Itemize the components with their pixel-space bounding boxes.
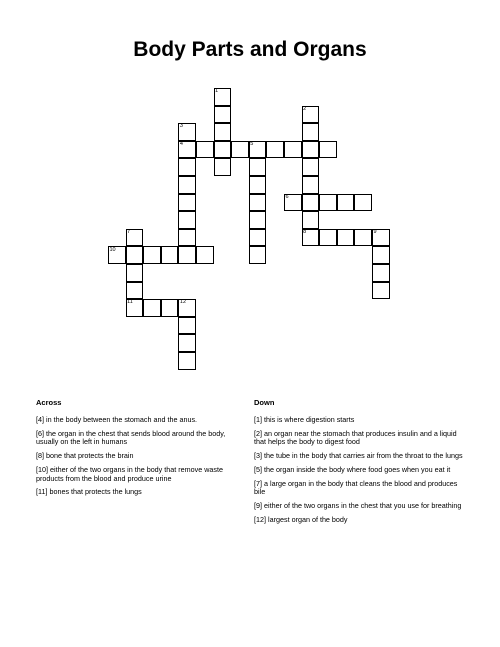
down-clue bbox=[254, 480, 464, 497]
down-clue bbox=[254, 430, 464, 447]
grid-cell[interactable] bbox=[178, 158, 196, 176]
grid-cell[interactable] bbox=[284, 141, 302, 159]
clue-number: [11] bbox=[36, 487, 50, 497]
grid-cell[interactable] bbox=[196, 141, 214, 159]
grid-cell[interactable] bbox=[302, 141, 320, 159]
down-clue bbox=[254, 502, 464, 511]
grid-cell[interactable] bbox=[214, 106, 232, 124]
clue-text: bone that protects the brain bbox=[46, 451, 134, 461]
grid-number: 2 bbox=[303, 105, 307, 112]
grid-cell[interactable] bbox=[337, 194, 355, 212]
grid-number: 9 bbox=[373, 229, 377, 235]
grid-number: 10 bbox=[109, 246, 116, 253]
clue-number: [12] bbox=[254, 514, 268, 524]
grid-number: 12 bbox=[179, 299, 187, 306]
grid-cell[interactable] bbox=[354, 229, 372, 247]
clue-text: either of the two organs in the chest that you use for breathing bbox=[264, 501, 462, 511]
grid-cell[interactable] bbox=[143, 246, 161, 264]
down-clue bbox=[254, 416, 464, 425]
grid-cell[interactable] bbox=[372, 246, 390, 264]
grid-cell[interactable] bbox=[178, 176, 196, 194]
grid-cell[interactable] bbox=[302, 123, 320, 141]
grid-cell[interactable] bbox=[178, 352, 196, 370]
grid-cell[interactable] bbox=[319, 229, 337, 247]
grid-cell[interactable] bbox=[354, 194, 372, 212]
down-clue bbox=[254, 452, 464, 461]
grid-number: 7 bbox=[127, 229, 131, 235]
clue-number: [2] bbox=[254, 428, 264, 438]
down-heading: Down bbox=[254, 398, 275, 407]
grid-cell[interactable] bbox=[302, 176, 320, 194]
clue-number: [9] bbox=[254, 501, 264, 511]
grid-cell[interactable] bbox=[196, 246, 214, 264]
clue-text: the organ in the chest that sends blood around the body, usually on the left in humans bbox=[36, 428, 226, 447]
grid-cell[interactable] bbox=[302, 158, 320, 176]
grid-cell[interactable] bbox=[214, 158, 232, 176]
clue-text: either of the two organs in the body that remove waste products from the blood and produce urine bbox=[36, 464, 223, 483]
clue-number: [5] bbox=[254, 464, 264, 474]
grid-number: 4 bbox=[179, 141, 183, 147]
down-clue bbox=[254, 466, 464, 475]
grid-cell[interactable] bbox=[143, 299, 161, 317]
grid-cell[interactable] bbox=[372, 264, 390, 282]
grid-cell[interactable] bbox=[161, 246, 179, 264]
grid-cell[interactable] bbox=[161, 299, 179, 317]
grid-cell[interactable] bbox=[214, 123, 232, 141]
grid-cell[interactable] bbox=[126, 246, 144, 264]
clue-number: [6] bbox=[36, 428, 46, 438]
clue-text: the tube in the body that carries air from the throat to the lungs bbox=[264, 451, 463, 461]
clue-number: [8] bbox=[36, 451, 46, 461]
grid-cell[interactable] bbox=[126, 282, 144, 300]
grid-cell[interactable] bbox=[178, 229, 196, 247]
clue-text: in the body between the stomach and the anus. bbox=[46, 415, 198, 424]
grid-cell[interactable] bbox=[214, 141, 232, 159]
grid-cell[interactable] bbox=[178, 211, 196, 229]
clue-text: a large organ in the body that cleans the blood and produces bile bbox=[254, 478, 458, 497]
grid-number: 11 bbox=[127, 299, 133, 306]
grid-number: 1 bbox=[215, 88, 219, 95]
clue-text: an organ near the stomach that produces insulin and a liquid that helps the body to digest food bbox=[254, 428, 457, 447]
clue-number: [1] bbox=[254, 415, 264, 424]
grid-cell[interactable] bbox=[319, 141, 337, 159]
across-clue-list bbox=[36, 416, 236, 502]
grid-cell[interactable] bbox=[372, 282, 390, 300]
down-clue bbox=[254, 516, 464, 525]
across-clue bbox=[36, 416, 236, 425]
grid-cell[interactable] bbox=[249, 194, 267, 212]
clue-text: largest organ of the body bbox=[268, 514, 348, 524]
grid-cell[interactable] bbox=[302, 194, 320, 212]
clue-text: the organ inside the body where food goes when you eat it bbox=[264, 464, 451, 474]
clue-text: bones that protects the lungs bbox=[49, 487, 142, 497]
grid-number: 8 bbox=[303, 229, 307, 235]
clue-text: this is where digestion starts bbox=[264, 415, 355, 424]
grid-cell[interactable] bbox=[178, 317, 196, 335]
grid-number: 6 bbox=[285, 193, 289, 200]
grid-cell[interactable] bbox=[178, 246, 196, 264]
grid-cell[interactable] bbox=[319, 194, 337, 212]
down-clue-list bbox=[254, 416, 464, 530]
clue-number: [10] bbox=[36, 464, 50, 474]
clue-number: [4] bbox=[36, 415, 46, 424]
grid-number: 5 bbox=[250, 141, 254, 147]
page-title: Body Parts and Organs bbox=[133, 38, 367, 61]
across-clue bbox=[36, 452, 236, 461]
grid-cell[interactable] bbox=[178, 194, 196, 212]
grid-cell[interactable] bbox=[178, 334, 196, 352]
grid-cell[interactable] bbox=[337, 229, 355, 247]
across-heading: Across bbox=[36, 398, 62, 407]
grid-cell[interactable] bbox=[249, 211, 267, 229]
grid-cell[interactable] bbox=[249, 176, 267, 194]
clue-number: [7] bbox=[254, 478, 264, 488]
grid-cell[interactable] bbox=[231, 141, 249, 159]
grid-cell[interactable] bbox=[249, 158, 267, 176]
grid-cell[interactable] bbox=[249, 246, 267, 264]
grid-cell[interactable] bbox=[302, 211, 320, 229]
across-clue bbox=[36, 466, 236, 483]
grid-cell[interactable] bbox=[126, 264, 144, 282]
across-clue bbox=[36, 488, 236, 497]
grid-number: 3 bbox=[179, 123, 183, 130]
across-clue bbox=[36, 430, 236, 447]
grid-cell[interactable] bbox=[266, 141, 284, 159]
clue-number: [3] bbox=[254, 451, 264, 461]
grid-cell[interactable] bbox=[249, 229, 267, 247]
